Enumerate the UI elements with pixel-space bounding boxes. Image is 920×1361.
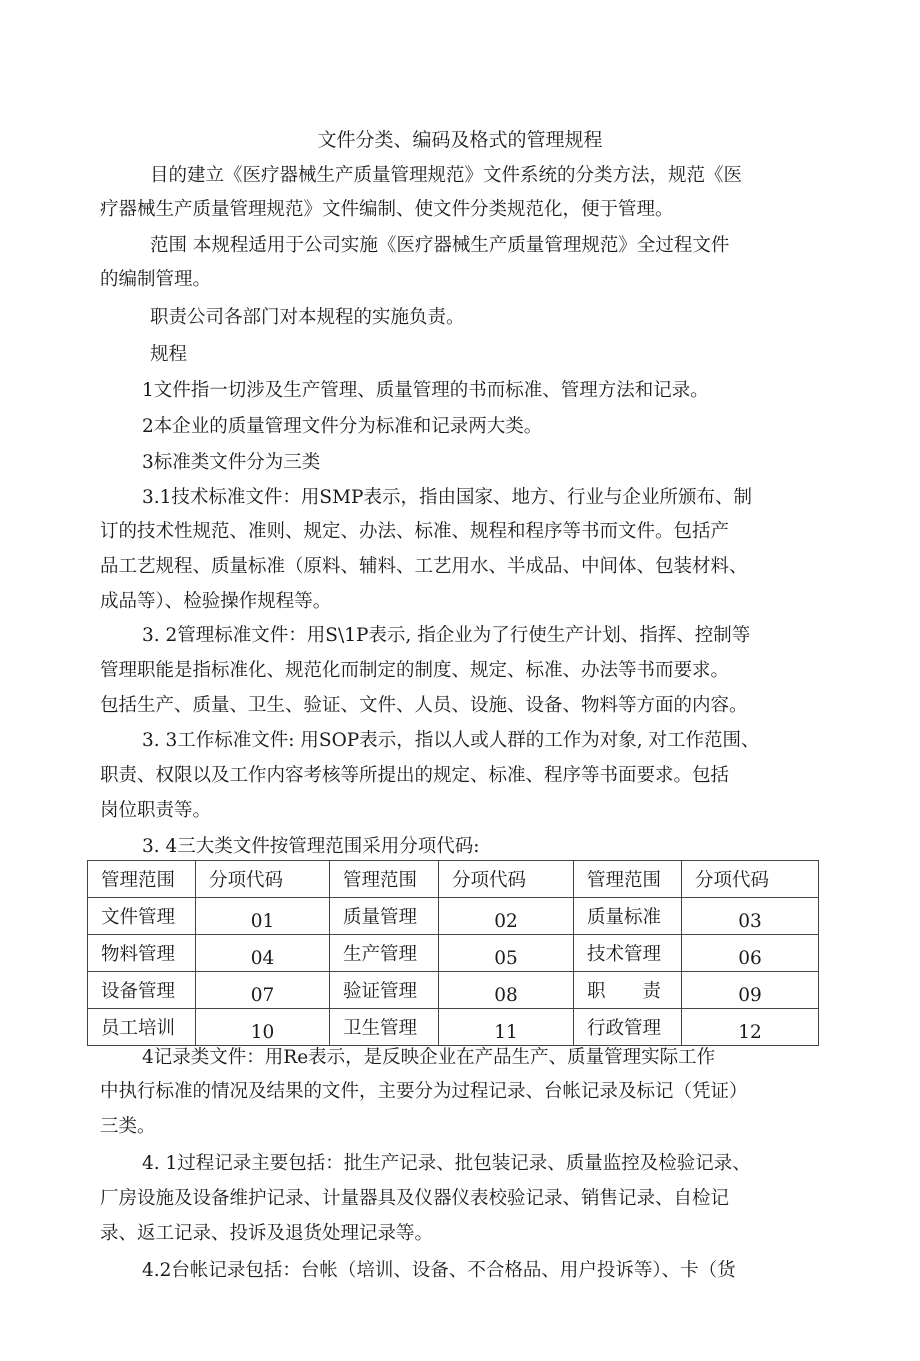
rule-1: 1文件指一切涉及生产管理、质量管理的书而标准、管理方法和记录。 (142, 380, 709, 401)
rule-3-1-line-1: 3.1技术标准文件：用SMP表示，指由国家、地方、行业与企业所颁布、制 (142, 487, 752, 508)
table-row (88, 898, 819, 935)
rule-2: 2本企业的质量管理文件分为标准和记录两大类。 (142, 416, 543, 437)
table-cell-code: 05 (439, 935, 574, 972)
table-cell-scope: 验证管理 (330, 972, 439, 1009)
purpose-line-1: 目的建立《医疗器械生产质量管理规范》文件系统的分类方法，规范《医 (150, 165, 743, 186)
table-cell-code: 11 (439, 1009, 574, 1046)
duty-paragraph: 职责公司各部门对本规程的实施负责。 (150, 307, 465, 328)
table-cell-scope: 质量标准 (574, 898, 682, 935)
table-header-cell: 分项代码 (196, 861, 330, 898)
table-header-row (88, 861, 819, 898)
table-row (88, 935, 819, 972)
rule-3-1-line-3: 品工艺规程、质量标准（原料、辅料、工艺用水、半成品、中间体、包装材料、 (100, 556, 748, 577)
table-row (88, 1009, 819, 1046)
table-cell-code: 08 (439, 972, 574, 1009)
scope-line-1: 范围 本规程适用于公司实施《医疗器械生产质量管理规范》全过程文件 (150, 235, 730, 256)
table-cell-scope: 职 责 (574, 972, 682, 1009)
table-cell-code: 04 (196, 935, 330, 972)
table-cell-scope: 物料管理 (88, 935, 196, 972)
rules-heading: 规程 (150, 344, 188, 365)
table-header-cell: 管理范围 (330, 861, 439, 898)
rule-3-2-line-1: 3. 2管理标准文件：用S\1P表示, 指企业为了行使生产计划、指挥、控制等 (142, 625, 751, 646)
rule-3-3-line-1: 3. 3工作标准文件: 用SOP表示，指以人或人群的工作为对象, 对工作范围、 (142, 730, 760, 751)
table-cell-scope: 质量管理 (330, 898, 439, 935)
scope-line-2: 的编制管理。 (100, 269, 212, 290)
table-cell-code: 01 (196, 898, 330, 935)
table-cell-scope: 卫生管理 (330, 1009, 439, 1046)
rule-4-2-line-1: 4.2台帐记录包括：台帐（培训、设备、不合格品、用户投诉等）、卡（货 (142, 1260, 736, 1281)
table-header-cell: 管理范围 (574, 861, 682, 898)
table-header-cell: 分项代码 (439, 861, 574, 898)
rule-3-3-line-2: 职责、权限以及工作内容考核等所提出的规定、标准、程序等书面要求。包括 (100, 765, 730, 786)
rule-4-1-line-1: 4. 1过程记录主要包括：批生产记录、批包装记录、质量监控及检验记录、 (142, 1153, 751, 1174)
table-cell-scope: 文件管理 (88, 898, 196, 935)
table-cell-code: 10 (196, 1009, 330, 1046)
table-header-cell: 分项代码 (682, 861, 819, 898)
rule-3-1-line-2: 订的技术性规范、准则、规定、办法、标准、规程和程序等书而文件。包括产 (100, 521, 730, 542)
table-cell-code: 03 (682, 898, 819, 935)
table-cell-scope: 技术管理 (574, 935, 682, 972)
table-cell-code: 02 (439, 898, 574, 935)
table-cell-code: 06 (682, 935, 819, 972)
table-cell-code: 09 (682, 972, 819, 1009)
purpose-line-2: 疗器械生产质量管理规范》文件编制、使文件分类规范化，便于管理。 (100, 199, 674, 220)
rule-4-line-2: 中执行标准的情况及结果的文件，主要分为过程记录、台帐记录及标记（凭证） (100, 1081, 748, 1102)
table-cell-code: 12 (682, 1009, 819, 1046)
rule-3: 3标准类文件分为三类 (142, 452, 321, 473)
table-row (88, 972, 819, 1009)
document-title: 文件分类、编码及格式的管理规程 (317, 129, 603, 151)
table-cell-scope: 员工培训 (88, 1009, 196, 1046)
table-header-cell: 管理范围 (88, 861, 196, 898)
rule-4-line-3: 三类。 (100, 1116, 156, 1137)
rule-3-3-line-3: 岗位职责等。 (100, 800, 212, 821)
table-cell-scope: 生产管理 (330, 935, 439, 972)
rule-4-line-1: 4记录类文件：用Re表示，是反映企业在产品生产、质量管理实际工作 (142, 1047, 716, 1068)
rule-4-1-line-2: 厂房设施及设备维护记录、计量器具及仪器仪表校验记录、销售记录、自检记 (100, 1188, 730, 1209)
rule-3-2-line-3: 包括生产、质量、卫生、验证、文件、人员、设施、设备、物料等方面的内容。 (100, 695, 748, 716)
rule-4-1-line-3: 录、返工记录、投诉及退货处理记录等。 (100, 1223, 434, 1244)
table-cell-scope: 行政管理 (574, 1009, 682, 1046)
code-table (87, 860, 819, 1046)
rule-3-4: 3. 4三大类文件按管理范围采用分项代码: (142, 836, 480, 857)
rule-3-1-line-4: 成品等）、检验操作规程等。 (100, 591, 332, 612)
table-cell-code: 07 (196, 972, 330, 1009)
rule-3-2-line-2: 管理职能是指标准化、规范化而制定的制度、规定、标准、办法等书而要求。 (100, 660, 730, 681)
table-cell-scope: 设备管理 (88, 972, 196, 1009)
